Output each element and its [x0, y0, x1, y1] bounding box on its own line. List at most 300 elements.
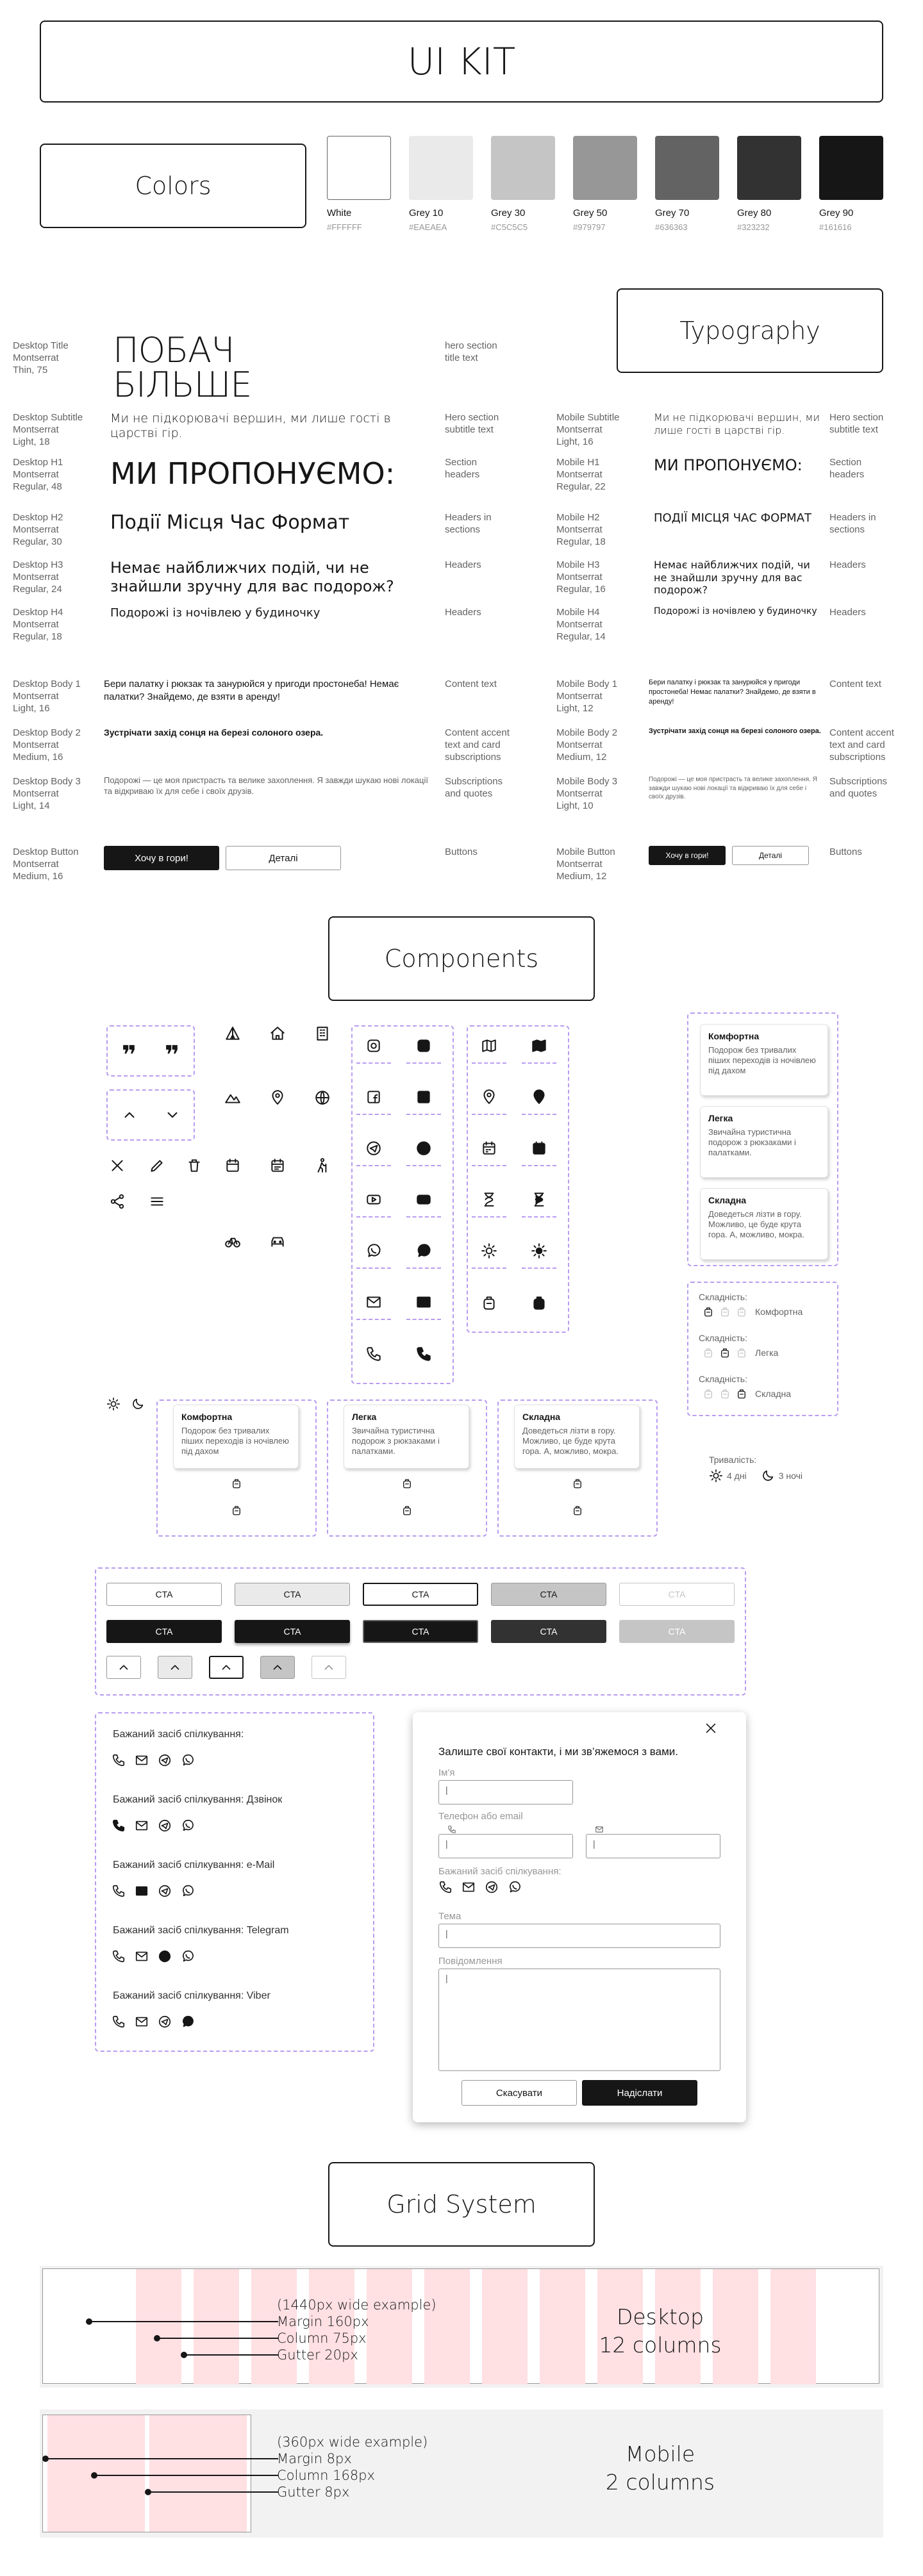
cta-filled-button[interactable]: CTA [619, 1620, 735, 1643]
swatch-hex: #323232 [737, 222, 770, 232]
desktop-body-usage: Content text [445, 679, 497, 689]
desktop-body-sample: Подорожі — це моя пристрасть та велике захоплення. Я завжди шукаю нові локації та відкриваю їх для себе і своїх друзів. [104, 775, 428, 796]
viber-icon[interactable] [181, 1753, 195, 1767]
difficulty-card[interactable] [700, 1024, 828, 1096]
backpack-icon [572, 1505, 583, 1516]
mountains-icon [224, 1089, 241, 1106]
margin-pointer [88, 2321, 278, 2322]
hiker-icon [314, 1157, 331, 1174]
color-swatch [737, 136, 808, 232]
mobile-style-sample: Подорожі із ночівлею у будиночку [654, 606, 817, 616]
telegram-icon[interactable] [158, 1753, 172, 1767]
column-pointer-dot [154, 2335, 160, 2341]
mobile-margin-pointer-dot [42, 2456, 49, 2462]
backpack-icon [231, 1505, 242, 1516]
backpack-icon[interactable] [481, 1294, 497, 1311]
viber-icon-cell[interactable] [406, 1234, 441, 1269]
calendar-icon[interactable] [481, 1140, 497, 1157]
swatch-chip [409, 136, 473, 200]
instagram-icon[interactable] [365, 1037, 382, 1054]
mobile-button-usage: Buttons [829, 846, 862, 857]
hero-usage: hero section title text [445, 340, 497, 363]
mobile-style-usage: Headers [829, 559, 866, 570]
desktop-body-usage: Content accent text and card subscriptions [445, 727, 510, 763]
telegram-icon[interactable] [485, 1880, 499, 1894]
chevron-icons-group [106, 1089, 195, 1141]
page-title-box [40, 21, 883, 103]
calendar-icon-cell[interactable] [472, 1132, 506, 1166]
scroll-up-button[interactable] [312, 1656, 346, 1679]
swatch-chip [819, 136, 883, 200]
phone-icon [447, 1825, 456, 1834]
telegram-icon[interactable] [365, 1140, 382, 1157]
quote-close-icon: ❞ [164, 1041, 180, 1069]
close-icon[interactable] [109, 1157, 126, 1174]
chevron-up-icon [270, 1660, 285, 1674]
difficulty-card[interactable] [700, 1106, 828, 1178]
chevron-up-icon [117, 1660, 131, 1674]
phone-icon[interactable] [112, 1753, 126, 1767]
telegram-icon-cell[interactable] [356, 1132, 391, 1166]
card-text: Подорож без тривалих піших переходів із ночівлею під дахом [181, 1426, 289, 1456]
desktop-body-sample: Бери палатку і рюкзак та занурюйся у пригоди простонеба! Немає палатки? Знайдемо, де взяти в аренду! [104, 679, 399, 702]
form-method-icons [438, 1880, 522, 1894]
phone-icon[interactable] [112, 1884, 126, 1898]
mobile-body-label: Mobile Body 2 Montserrat Medium, 12 [556, 727, 618, 763]
desktop-style-usage: Headers in sections [445, 512, 492, 535]
backpack-icon [719, 1347, 731, 1358]
phone-input[interactable]: | [438, 1834, 573, 1858]
cta-filled-button[interactable]: CTA [235, 1620, 350, 1643]
mobile-margin-pointer [45, 2458, 278, 2459]
difficulty-card[interactable] [173, 1405, 299, 1469]
card-title: Легка [708, 1113, 733, 1123]
chevron-up-icon [168, 1660, 182, 1674]
difficulty-level-row[interactable] [703, 1388, 791, 1399]
swatch-hex: #C5C5C5 [491, 222, 528, 232]
bicycle-icon [224, 1233, 241, 1250]
duration-days: 4 дні [727, 1471, 747, 1481]
hero-logo: ПОБАЧ БІЛЬШЕ [113, 330, 252, 405]
contact-method-icons [112, 1884, 195, 1898]
viber-icon[interactable] [181, 1819, 195, 1833]
card-text: Подорож без тривалих піших переходів із ночівлею під дахом [708, 1045, 816, 1075]
hourglass-icon-cell[interactable] [472, 1183, 506, 1218]
card-title: Складна [708, 1195, 747, 1205]
sun-icon[interactable] [106, 1397, 121, 1411]
mobile-body-label: Mobile Body 1 Montserrat Light, 12 [556, 679, 618, 714]
mail-icon[interactable] [135, 2015, 149, 2029]
desktop-column [770, 2269, 816, 2384]
difficulty-card[interactable] [700, 1188, 828, 1260]
swatch-chip [573, 136, 637, 200]
backpack-icon [736, 1347, 747, 1358]
colors-heading-box [40, 144, 306, 228]
backpack-icon-cell[interactable] [522, 1285, 556, 1320]
scroll-up-button[interactable] [260, 1656, 295, 1679]
calendar-list-icon [269, 1157, 286, 1174]
desktop-style-usage: Headers [445, 559, 481, 570]
phone-icon[interactable] [112, 2015, 126, 2029]
telegram-icon[interactable] [415, 1140, 432, 1157]
mobile-button-label: Mobile Button Montserrat Medium, 12 [556, 846, 615, 882]
difficulty-level-name: Легка [755, 1348, 779, 1358]
chevron-up-icon [322, 1660, 336, 1674]
email-input[interactable]: | [586, 1834, 720, 1858]
viber-icon[interactable] [365, 1243, 382, 1259]
viber-icon[interactable] [508, 1880, 522, 1894]
message-textarea[interactable]: | [438, 1969, 720, 2071]
mobile-style-label: Mobile H1 Montserrat Regular, 22 [556, 457, 606, 492]
contact-method-label: Бажаний засіб спілкування: [113, 1729, 244, 1740]
mobile-style-label: Mobile H3 Montserrat Regular, 16 [556, 559, 606, 595]
backpack-icon [736, 1306, 747, 1317]
name-input[interactable]: | [438, 1780, 573, 1804]
desktop-grid-specs: (1440px wide example) Margin 160px Column 75px Gutter 20px [277, 2297, 437, 2363]
card-text: Звичайна туристична подорож з рюкзаками і палатками. [708, 1127, 796, 1157]
telegram-icon[interactable] [158, 2015, 172, 2029]
desktop-body-label: Desktop Body 2 Montserrat Medium, 16 [13, 727, 81, 763]
typography-heading: Typography [679, 317, 820, 345]
telegram-icon[interactable] [158, 1949, 172, 1963]
backpack-icon-holder [572, 1505, 583, 1516]
desktop-style-sample: Ми не підкорювачі вершин, ми лише гості в царстві гір. [110, 411, 391, 440]
desktop-column [194, 2269, 239, 2384]
mail-icon[interactable] [365, 1294, 382, 1310]
map-icon-cell[interactable] [522, 1029, 556, 1064]
grid-heading-box [328, 2162, 595, 2247]
desktop-secondary-button[interactable]: Деталі [226, 846, 341, 870]
mobile-style-usage: Headers in sections [829, 512, 876, 535]
name-label: Ім'я [438, 1767, 455, 1778]
chevron-down-icon[interactable] [164, 1107, 181, 1123]
contact-method-label: Бажаний засіб спілкування: Telegram [113, 1925, 289, 1936]
desktop-column [482, 2269, 528, 2384]
swatch-hex: #636363 [655, 222, 688, 232]
card-title: Комфортна [181, 1412, 233, 1422]
youtube-icon[interactable] [365, 1191, 382, 1208]
color-swatch [409, 136, 479, 232]
swatch-name: Grey 50 [573, 208, 608, 219]
duration-values [709, 1469, 802, 1483]
phone-icon[interactable] [438, 1880, 453, 1894]
desktop-button-usage: Buttons [445, 846, 478, 857]
message-label: Повідомлення [438, 1956, 503, 1967]
phone-icon[interactable] [112, 1819, 126, 1833]
facebook-icon[interactable] [415, 1089, 432, 1105]
mail-icon-cell[interactable] [406, 1285, 441, 1320]
typography-heading-box [617, 288, 883, 373]
pin-icon-cell[interactable] [522, 1080, 556, 1115]
swatch-name: Grey 10 [409, 208, 444, 219]
colors-heading: Colors [135, 172, 212, 200]
mobile-body-sample: Зустрічати захід сонця на березі солоного озера. [649, 727, 821, 735]
column-pointer [156, 2338, 278, 2339]
swatch-name: Grey 90 [819, 208, 854, 219]
mobile-style-usage: Hero section subtitle text [829, 412, 884, 435]
mobile-style-label: Mobile Subtitle Montserrat Light, 16 [556, 412, 620, 447]
mobile-style-sample: Ми не підкорювачі вершин, ми лише гості в царстві гір. [654, 411, 820, 436]
desktop-style-label: Desktop H2 Montserrat Regular, 30 [13, 512, 63, 547]
map-icon[interactable] [481, 1037, 497, 1054]
menu-icon[interactable] [149, 1193, 165, 1210]
topic-label: Тема [438, 1911, 462, 1922]
difficulty-level-name: Комфортна [755, 1307, 803, 1317]
edit-icon[interactable] [149, 1157, 165, 1174]
grid-heading: Grid System [387, 2190, 536, 2218]
sun-icon[interactable] [531, 1243, 547, 1259]
cta-filled-button[interactable]: CTA [106, 1620, 222, 1643]
swatch-chip [327, 136, 391, 200]
desktop-body-label: Desktop Body 1 Montserrat Light, 16 [13, 679, 81, 714]
color-swatch [327, 136, 397, 232]
chevron-up-icon [219, 1660, 233, 1674]
pin-icon-cell[interactable] [472, 1080, 506, 1115]
mail-icon[interactable] [415, 1294, 432, 1310]
mail-icon[interactable] [135, 1819, 149, 1833]
color-swatch [655, 136, 726, 232]
trash-icon[interactable] [186, 1157, 203, 1174]
desktop-primary-button[interactable]: Хочу в гори! [104, 846, 219, 870]
card-title: Легка [352, 1412, 377, 1422]
close-icon[interactable] [704, 1721, 718, 1735]
swatch-name: White [327, 208, 352, 219]
facebook-icon[interactable] [365, 1089, 382, 1105]
facebook-icon-cell[interactable] [406, 1080, 441, 1115]
card-title: Складна [522, 1412, 561, 1422]
desktop-style-sample: МИ ПРОПОНУЄМО: [110, 456, 395, 491]
components-heading-box [328, 916, 595, 1001]
topic-input[interactable]: | [438, 1924, 720, 1948]
desktop-style-sample: Події Місця Час Формат [110, 511, 350, 534]
mail-icon[interactable] [135, 1884, 149, 1898]
backpack-icon [231, 1478, 242, 1489]
phone-icon[interactable] [112, 1949, 126, 1963]
swatch-chip [655, 136, 719, 200]
cta-filled-button[interactable]: CTA [363, 1620, 478, 1643]
pin-icon[interactable] [531, 1089, 547, 1105]
building-icon [314, 1025, 331, 1042]
phone-icon-cell[interactable] [356, 1337, 391, 1371]
cta-outline-button[interactable]: CTA [363, 1583, 478, 1606]
mobile-style-label: Mobile H4 Montserrat Regular, 14 [556, 607, 606, 642]
desktop-column [540, 2269, 585, 2384]
phone-icon-cell[interactable] [406, 1337, 441, 1371]
contact-method-label: Бажаний засіб спілкування: Дзвінок [113, 1794, 283, 1805]
sun-icon [709, 1469, 723, 1483]
backpack-icon [703, 1306, 714, 1317]
difficulty-card[interactable] [514, 1405, 640, 1469]
mobile-style-usage: Section headers [829, 457, 865, 480]
card-text: Звичайна туристична подорож з рюкзаками і палатками. [352, 1426, 440, 1456]
desktop-style-sample: Подорожі із ночівлею у будиночку [110, 606, 320, 620]
sun-icon[interactable] [481, 1243, 497, 1259]
youtube-icon[interactable] [415, 1191, 432, 1208]
swatch-name: Grey 30 [491, 208, 526, 219]
mobile-column-pointer [94, 2475, 278, 2476]
hourglass-icon[interactable] [531, 1191, 547, 1208]
sun-icon-cell[interactable] [472, 1234, 506, 1269]
cancel-button[interactable]: Скасувати [462, 2080, 577, 2106]
contact-method-label: Бажаний засіб спілкування: Viber [113, 1990, 270, 2001]
card-text: Доведеться лізти в гору. Можливо, це буде крута гора. А, можливо, мокра. [522, 1426, 619, 1456]
mobile-gutter-pointer-dot [145, 2489, 151, 2495]
viber-icon[interactable] [181, 1884, 195, 1898]
scroll-up-button[interactable] [209, 1656, 244, 1679]
instagram-icon-cell[interactable] [356, 1029, 391, 1064]
mobile-column [149, 2415, 247, 2532]
backpack-icon [703, 1347, 714, 1358]
hero-style-label: Desktop Title Montserrat Thin, 75 [13, 340, 69, 376]
backpack-icon-holder [401, 1478, 413, 1489]
color-swatch [573, 136, 644, 232]
youtube-icon-cell[interactable] [356, 1183, 391, 1218]
telegram-icon[interactable] [158, 1819, 172, 1833]
telegram-icon-cell[interactable] [406, 1132, 441, 1166]
backpack-icon[interactable] [531, 1294, 547, 1311]
backpack-icon [719, 1388, 731, 1399]
duration-nights: 3 ночі [778, 1471, 802, 1481]
cta-filled-button[interactable]: CTA [491, 1620, 606, 1643]
desktop-style-label: Desktop H3 Montserrat Regular, 24 [13, 559, 63, 595]
backpack-icon-holder [401, 1505, 413, 1516]
youtube-icon-cell[interactable] [406, 1183, 441, 1218]
mobile-style-usage: Headers [829, 607, 866, 618]
swatch-chip [737, 136, 801, 200]
telegram-icon[interactable] [158, 1884, 172, 1898]
phone-icon[interactable] [365, 1346, 382, 1362]
backpack-icon-holder [231, 1478, 242, 1489]
cta-outline-button[interactable]: CTA [619, 1583, 735, 1606]
difficulty-card[interactable] [344, 1405, 469, 1469]
backpack-icon [572, 1478, 583, 1489]
cta-outline-button[interactable]: CTA [235, 1583, 350, 1606]
mobile-body-sample: Подорожі — це моя пристрасть та велике захоплення. Я завжди шукаю нові локації та відкриваю їх для себе і своїх друзів. [649, 776, 817, 800]
form-title: Залиште свої контакти, і ми зв’яжемося з вами. [438, 1746, 678, 1758]
desktop-style-usage: Headers [445, 607, 481, 618]
cta-outline-button[interactable]: CTA [106, 1583, 222, 1606]
desktop-body-label: Desktop Body 3 Montserrat Light, 14 [13, 776, 81, 811]
components-heading: Components [384, 945, 539, 973]
pin-icon[interactable] [481, 1089, 497, 1105]
difficulty-level-row[interactable] [703, 1347, 778, 1358]
facebook-icon-cell[interactable] [356, 1080, 391, 1115]
mail-icon[interactable] [135, 1949, 149, 1963]
quote-open-icon: ❞ [121, 1041, 137, 1069]
backpack-icon-holder [572, 1478, 583, 1489]
mobile-grid-title: Mobile 2 columns [605, 2441, 715, 2495]
hourglass-icon-cell[interactable] [522, 1183, 556, 1218]
desktop-style-usage: Hero section subtitle text [445, 412, 499, 435]
swatch-hex: #161616 [819, 222, 852, 232]
location-pin-icon [269, 1089, 286, 1106]
backpack-icon-cell[interactable] [472, 1285, 506, 1320]
contact-method-icons [112, 1753, 195, 1767]
mail-icon-cell[interactable] [356, 1285, 391, 1320]
card-title: Комфортна [708, 1031, 760, 1041]
contact-form-modal [413, 1712, 746, 2122]
submit-button[interactable]: Надіслати [582, 2080, 697, 2106]
mobile-style-sample: ПОДІЇ МІСЦЯ ЧАС ФОРМАТ [654, 511, 812, 525]
contact-method-icons [112, 2015, 195, 2029]
mobile-body-usage: Subscriptions and quotes [829, 776, 888, 799]
mail-icon[interactable] [462, 1880, 476, 1894]
card-text: Доведеться лізти в гору. Можливо, це буде крута гора. А, можливо, мокра. [708, 1209, 804, 1239]
desktop-grid-title: Desktop 12 columns [599, 2304, 722, 2357]
desktop-body-usage: Subscriptions and quotes [445, 776, 503, 799]
phone-icon[interactable] [415, 1346, 432, 1362]
contact-method-icons [112, 1949, 195, 1963]
phone-email-label: Телефон або email [438, 1811, 523, 1822]
color-swatch [819, 136, 890, 232]
contact-method-icons [112, 1819, 195, 1833]
backpack-icon [703, 1388, 714, 1399]
moon-icon [761, 1469, 775, 1483]
swatch-hex: #979797 [573, 222, 606, 232]
swatch-hex: #EAEAEA [409, 222, 447, 232]
method-label: Бажаний засіб спілкування: [438, 1866, 561, 1877]
moon-icon[interactable] [131, 1397, 145, 1411]
cta-outline-button[interactable]: CTA [491, 1583, 606, 1606]
viber-icon[interactable] [181, 1949, 195, 1963]
viber-icon-cell[interactable] [356, 1234, 391, 1269]
calendar-icon[interactable] [531, 1140, 547, 1157]
map-icon-cell[interactable] [472, 1029, 506, 1064]
hourglass-icon[interactable] [481, 1191, 497, 1208]
quote-icons-group [106, 1025, 195, 1077]
calendar-icon-cell[interactable] [522, 1132, 556, 1166]
desktop-style-label: Desktop H1 Montserrat Regular, 48 [13, 457, 63, 492]
difficulty-level-label: Складність: [699, 1333, 747, 1343]
mail-icon [595, 1825, 604, 1834]
share-icon[interactable] [109, 1193, 126, 1210]
mobile-body-usage: Content text [829, 679, 881, 689]
mobile-style-sample: МИ ПРОПОНУЄМО: [654, 456, 802, 474]
mobile-column-pointer-dot [91, 2472, 97, 2479]
gutter-pointer-dot [181, 2352, 187, 2358]
mobile-secondary-button[interactable]: Деталі [732, 846, 809, 865]
backpack-icon-holder [231, 1505, 242, 1516]
color-swatch [491, 136, 561, 232]
car-icon [269, 1233, 286, 1250]
backpack-icon [401, 1505, 413, 1516]
calendar-icon [224, 1157, 241, 1174]
duration-label: Тривалість: [709, 1455, 757, 1465]
instagram-icon-cell[interactable] [406, 1029, 441, 1064]
viber-icon[interactable] [415, 1243, 432, 1259]
map-icon[interactable] [531, 1037, 547, 1054]
scroll-up-button[interactable] [106, 1656, 141, 1679]
mobile-primary-button[interactable]: Хочу в гори! [649, 846, 726, 865]
desktop-body-sample: Зустрічати захід сонця на березі солоного озера. [104, 727, 324, 738]
swatch-hex: #FFFFFF [327, 222, 362, 232]
globe-icon [314, 1089, 331, 1106]
desktop-column [136, 2269, 181, 2384]
mobile-style-sample: Немає найближчих подій, чи не знайшли зручну для вас подорож? [654, 559, 810, 597]
mail-icon[interactable] [135, 1753, 149, 1767]
sun-icon-cell[interactable] [522, 1234, 556, 1269]
desktop-style-sample: Немає найближчих подій, чи не знайшли зручну для вас подорож? [110, 559, 394, 595]
backpack-icon [719, 1306, 731, 1317]
scroll-up-button[interactable] [158, 1656, 192, 1679]
viber-icon[interactable] [181, 2015, 195, 2029]
desktop-style-label: Desktop Subtitle Montserrat Light, 18 [13, 412, 83, 447]
instagram-icon[interactable] [415, 1037, 432, 1054]
backpack-icon [401, 1478, 413, 1489]
chevron-up-icon[interactable] [121, 1107, 138, 1123]
difficulty-level-row[interactable] [703, 1306, 802, 1317]
mobile-style-label: Mobile H2 Montserrat Regular, 18 [556, 512, 606, 547]
